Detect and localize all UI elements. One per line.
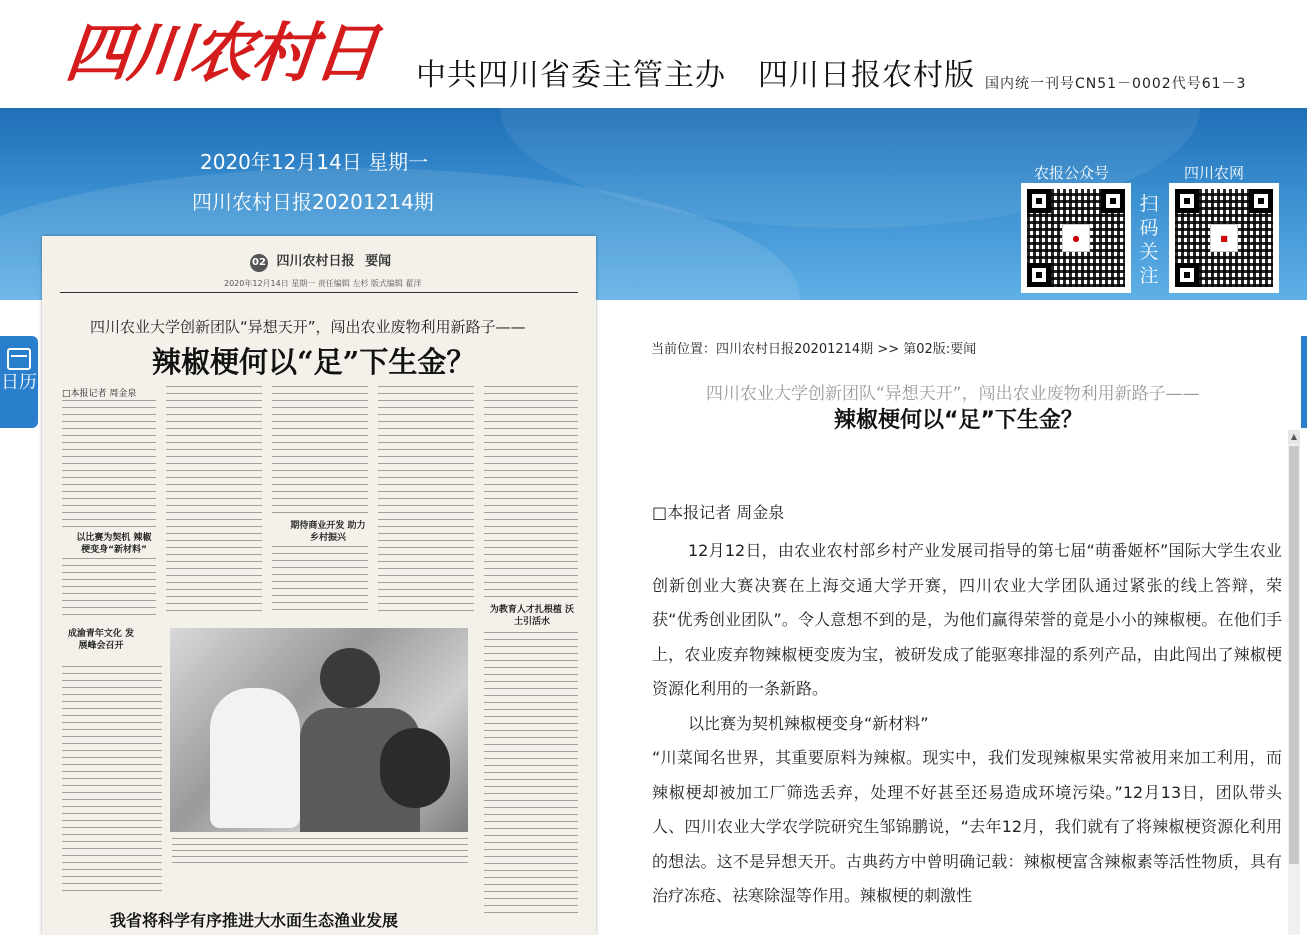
calendar-icon bbox=[7, 348, 31, 370]
page-byline: □本报记者 周金泉 bbox=[62, 389, 137, 399]
page-text-column bbox=[272, 546, 368, 616]
calendar-tab-label: 日历 bbox=[1, 372, 37, 393]
page-photo-caption bbox=[172, 838, 468, 868]
breadcrumb bbox=[651, 338, 976, 357]
page-text-column bbox=[62, 400, 156, 530]
article-author: □本报记者 周金泉 bbox=[652, 503, 785, 522]
page-masthead bbox=[250, 250, 391, 272]
page-meta: 2020年12月14日 星期一 责任编辑 左杉 版式编辑 翟洋 bbox=[224, 279, 422, 288]
page-subhead-right: 为教育人才扎根植 沃土引活水 bbox=[489, 605, 575, 627]
header-edition: 四川日报农村版 bbox=[758, 58, 975, 93]
breadcrumb-page-link[interactable]: 第02版:要闻 bbox=[903, 342, 977, 357]
page-bottom-headline[interactable]: 我省将科学有序推进大水面生态渔业发展 bbox=[110, 911, 399, 930]
qr-wechat-code bbox=[1021, 183, 1131, 293]
article-paragraph: 12月12日，由农业农村部乡村产业发展司指导的第七届“萌番姬杯”国际大学生农业创新创业大赛决赛在上海交通大学开赛，四川农业大学团队通过紧张的线上答辩，荣获“优秀创业团队”。令人意想不到的是，为他们赢得荣誉的竟是小小的辣椒梗。在他们手上，农业废弃物辣椒梗变废为宝，被研发成了能驱寒排湿的系列产品，由此闯出了辣椒梗资源化利用的一条新路。 bbox=[652, 541, 1282, 698]
qr-site-code bbox=[1169, 183, 1279, 293]
photo-figure bbox=[320, 648, 380, 708]
photo-figure bbox=[210, 688, 300, 828]
article-kicker: 四川农业大学创新团队“异想天开”，闯出农业废物利用新路子—— bbox=[706, 384, 1200, 404]
site-header bbox=[0, 0, 1307, 108]
photo-figure bbox=[380, 728, 450, 808]
qr-corner bbox=[1027, 263, 1051, 287]
right-side-tab[interactable] bbox=[1301, 336, 1307, 428]
header-slogan: 中共四川省委主管主办 bbox=[416, 58, 726, 93]
article-title: 辣椒梗何以“足”下生金？ bbox=[834, 408, 1083, 433]
page-masthead-name: 四川农村日报 bbox=[276, 254, 355, 269]
scroll-up-arrow-icon[interactable]: ▲ bbox=[1288, 430, 1300, 444]
calendar-tab[interactable] bbox=[0, 336, 38, 428]
page-text-column bbox=[166, 386, 262, 616]
qr-wechat-label: 农报公众号 bbox=[1034, 164, 1110, 182]
page-side-article-title[interactable]: 成渝青年文化 发展峰会召开 bbox=[67, 629, 135, 651]
page-section-name: 要闻 bbox=[365, 254, 392, 269]
page-text-column bbox=[62, 558, 156, 618]
article-scrollbar-thumb[interactable] bbox=[1289, 446, 1299, 864]
header-issn: 国内统一刊号CN51－0002代号61－3 bbox=[985, 76, 1247, 92]
page-text-column bbox=[62, 666, 162, 894]
page-text-column bbox=[484, 386, 578, 598]
qr-corner bbox=[1249, 189, 1273, 213]
breadcrumb-prefix: 当前位置： bbox=[651, 342, 717, 357]
breadcrumb-separator: >> bbox=[877, 342, 900, 357]
newspaper-page-image[interactable] bbox=[42, 236, 596, 935]
article-subheading: 以比赛为契机辣椒梗变身“新材料” bbox=[688, 713, 929, 733]
page-article-kicker[interactable]: 四川农业大学创新团队“异想天开”，闯出农业废物利用新路子—— bbox=[90, 318, 526, 336]
qr-corner bbox=[1101, 189, 1125, 213]
page-text-column bbox=[378, 386, 474, 616]
article-paragraph: “川菜闻名世界，其重要原料为辣椒。现实中，我们发现辣椒果实常被用来加工利用，而辣椒梗却被加工厂筛选丢弃，处理不好甚至还易造成环境污染。”12月13日，团队带头人、四川农业大学农学院研究生邹锦鹏说，“去年12月，我们就有了将辣椒梗资源化利用的想法。这不是异想天开。古典药方中曾明确记载：辣椒梗富含辣椒素等活性物质，具有治疗冻疮、祛寒除湿等作用。辣椒梗的刺激性 bbox=[652, 748, 1282, 905]
scan-follow-text: 扫码关注 bbox=[1139, 193, 1159, 287]
page-subhead-mid: 期待商业开发 助力乡村振兴 bbox=[290, 521, 366, 543]
qr-logo-icon: ■ bbox=[1210, 224, 1238, 252]
page-article-headline[interactable]: 辣椒梗何以“足”下生金？ bbox=[152, 345, 476, 379]
qr-logo-icon: ● bbox=[1062, 224, 1090, 252]
newspaper-logo[interactable]: 四川农村日报 bbox=[62, 16, 380, 91]
page-subhead-left: 以比赛为契机 辣椒梗变身“新材料” bbox=[76, 533, 152, 555]
qr-site-label: 四川农网 bbox=[1184, 164, 1245, 182]
breadcrumb-issue-link[interactable]: 四川农村日报20201214期 bbox=[716, 342, 874, 357]
issue-number: 四川农村日报20201214期 bbox=[192, 190, 434, 214]
page-news-photo[interactable] bbox=[170, 628, 468, 832]
page-rule bbox=[60, 292, 578, 293]
qr-corner bbox=[1175, 189, 1199, 213]
page-text-column bbox=[272, 386, 368, 516]
page-text-column bbox=[484, 632, 578, 918]
page-number-badge: 02 bbox=[250, 254, 268, 272]
qr-corner bbox=[1027, 189, 1051, 213]
issue-date: 2020年12月14日 星期一 bbox=[200, 150, 429, 174]
article-body bbox=[652, 534, 1282, 914]
qr-corner bbox=[1175, 263, 1199, 287]
